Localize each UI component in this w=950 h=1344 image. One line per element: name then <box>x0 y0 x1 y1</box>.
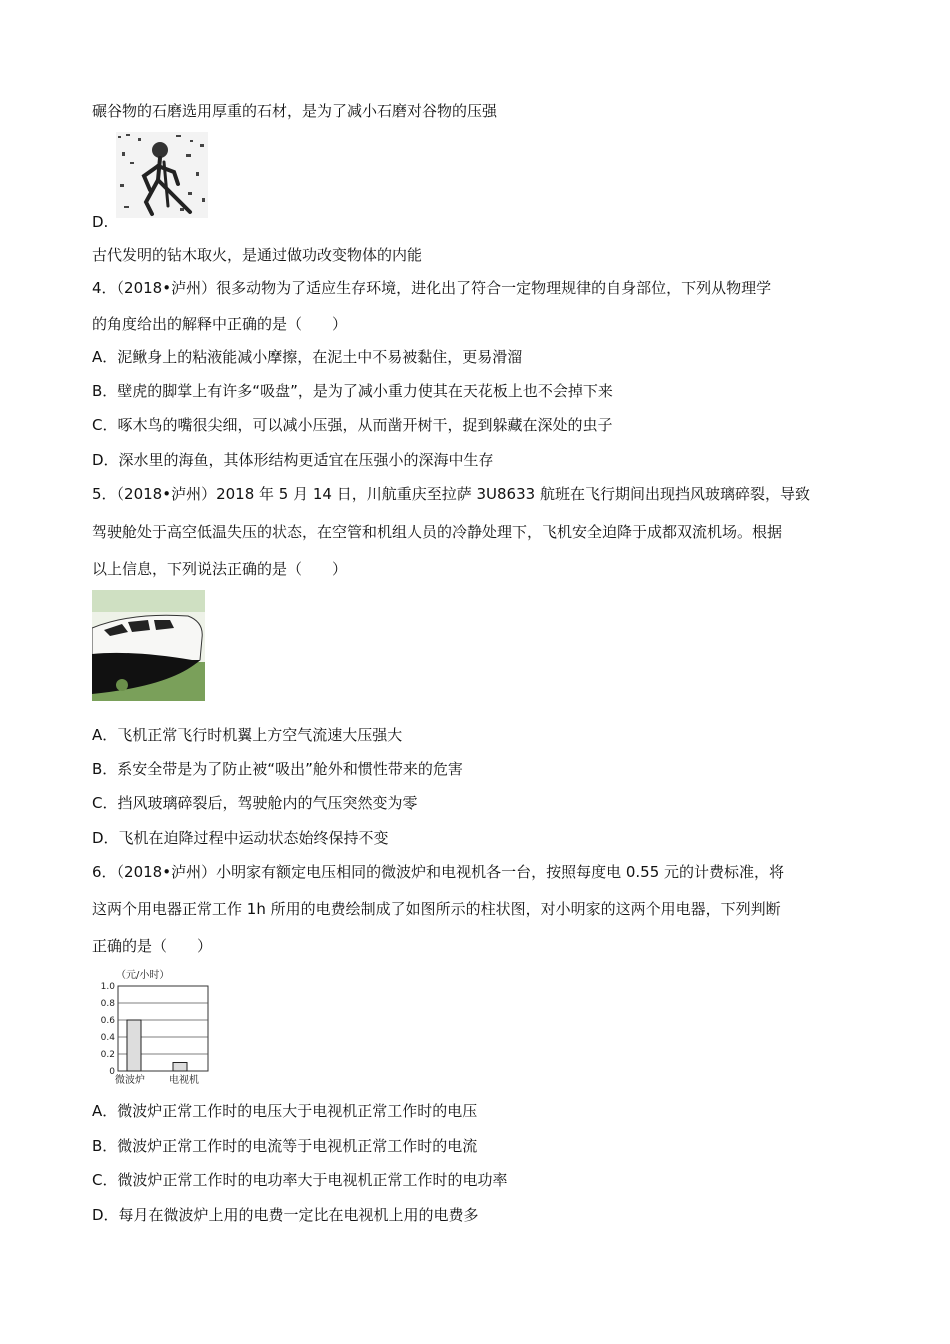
q5-stem-line-3: 以上信息，下列说法正确的是（ ） <box>92 560 348 578</box>
q3-option-c-text: 碾谷物的石磨选用厚重的石材，是为了减小石磨对谷物的压强 <box>92 102 498 120</box>
q6-option-b: B．微波炉正常工作时的电流等于电视机正常工作时的电流 <box>92 1137 478 1155</box>
y-tick-label: 0.6 <box>100 1016 115 1026</box>
y-tick-label: 0.8 <box>100 999 115 1009</box>
q5-stem-line-1: 5．（2018•泸州）2018 年 5 月 14 日，川航重庆至拉萨 3U8633 航班在飞行期间出现挡风玻璃碎裂，导致 <box>92 485 810 503</box>
x-category-label: 电视机 <box>169 1075 199 1086</box>
y-tick-label: 0.4 <box>100 1033 115 1043</box>
q6-option-c: C．微波炉正常工作时的电功率大于电视机正常工作时的电功率 <box>92 1171 508 1189</box>
y-tick-label: 0 <box>109 1067 115 1077</box>
q4-option-a: A．泥鳅身上的粘液能减小摩擦，在泥土中不易被黏住，更易滑溜 <box>92 348 523 366</box>
q6-stem-line-3: 正确的是（ ） <box>92 937 213 955</box>
q4-stem-line-1: 4．（2018•泸州）很多动物为了适应生存环境，进化出了符合一定物理规律的自身部位，下列从物理学 <box>92 279 772 297</box>
q4-option-d: D．深水里的海鱼，其体形结构更适宜在压强小的深海中生存 <box>92 451 494 469</box>
drilling-fire-image <box>116 132 208 218</box>
q4-option-c: C．啄木鸟的嘴很尖细，可以减小压强，从而凿开树干，捉到躲藏在深处的虫子 <box>92 416 613 434</box>
y-axis-unit-label: （元/小时） <box>116 970 170 981</box>
q5-option-a: A．飞机正常飞行时机翼上方空气流速大压强大 <box>92 726 403 744</box>
bar-1 <box>173 1063 187 1072</box>
q5-option-d: D．飞机在迫降过程中运动状态始终保持不变 <box>92 829 389 847</box>
q5-option-c: C．挡风玻璃碎裂后，驾驶舱内的气压突然变为零 <box>92 794 418 812</box>
q4-stem-line-2: 的角度给出的解释中正确的是（ ） <box>92 315 348 333</box>
q6-option-a: A．微波炉正常工作时的电压大于电视机正常工作时的电压 <box>92 1102 478 1120</box>
electricity-cost-bar-chart <box>90 966 220 1086</box>
q3-option-d-text: 古代发明的钻木取火，是通过做功改变物体的内能 <box>92 246 423 264</box>
q4-option-b: B．壁虎的脚掌上有许多“吸盘”，是为了减小重力使其在天花板上也不会掉下来 <box>92 382 613 400</box>
bar-0 <box>127 1020 141 1071</box>
x-category-label: 微波炉 <box>115 1075 145 1086</box>
q6-stem-line-2: 这两个用电器正常工作 1h 所用的电费绘制成了如图所示的柱状图，对小明家的这两个用电器，下列判断 <box>92 900 781 918</box>
q3-option-d-label: D. <box>92 213 109 231</box>
y-tick-label: 1.0 <box>100 982 115 992</box>
q5-option-b: B．系安全带是为了防止被“吸出”舱外和惯性带来的危害 <box>92 760 463 778</box>
q6-stem-line-1: 6．（2018•泸州）小明家有额定电压相同的微波炉和电视机各一台，按照每度电 0.55 元的计费标准，将 <box>92 863 785 881</box>
airplane-nose-image <box>92 590 205 701</box>
y-tick-label: 0.2 <box>100 1050 115 1060</box>
q6-option-d: D．每月在微波炉上用的电费一定比在电视机上用的电费多 <box>92 1206 479 1224</box>
q5-stem-line-2: 驾驶舱处于高空低温失压的状态，在空管和机组人员的冷静处理下，飞机安全迫降于成都双流机场。根据 <box>92 523 783 541</box>
